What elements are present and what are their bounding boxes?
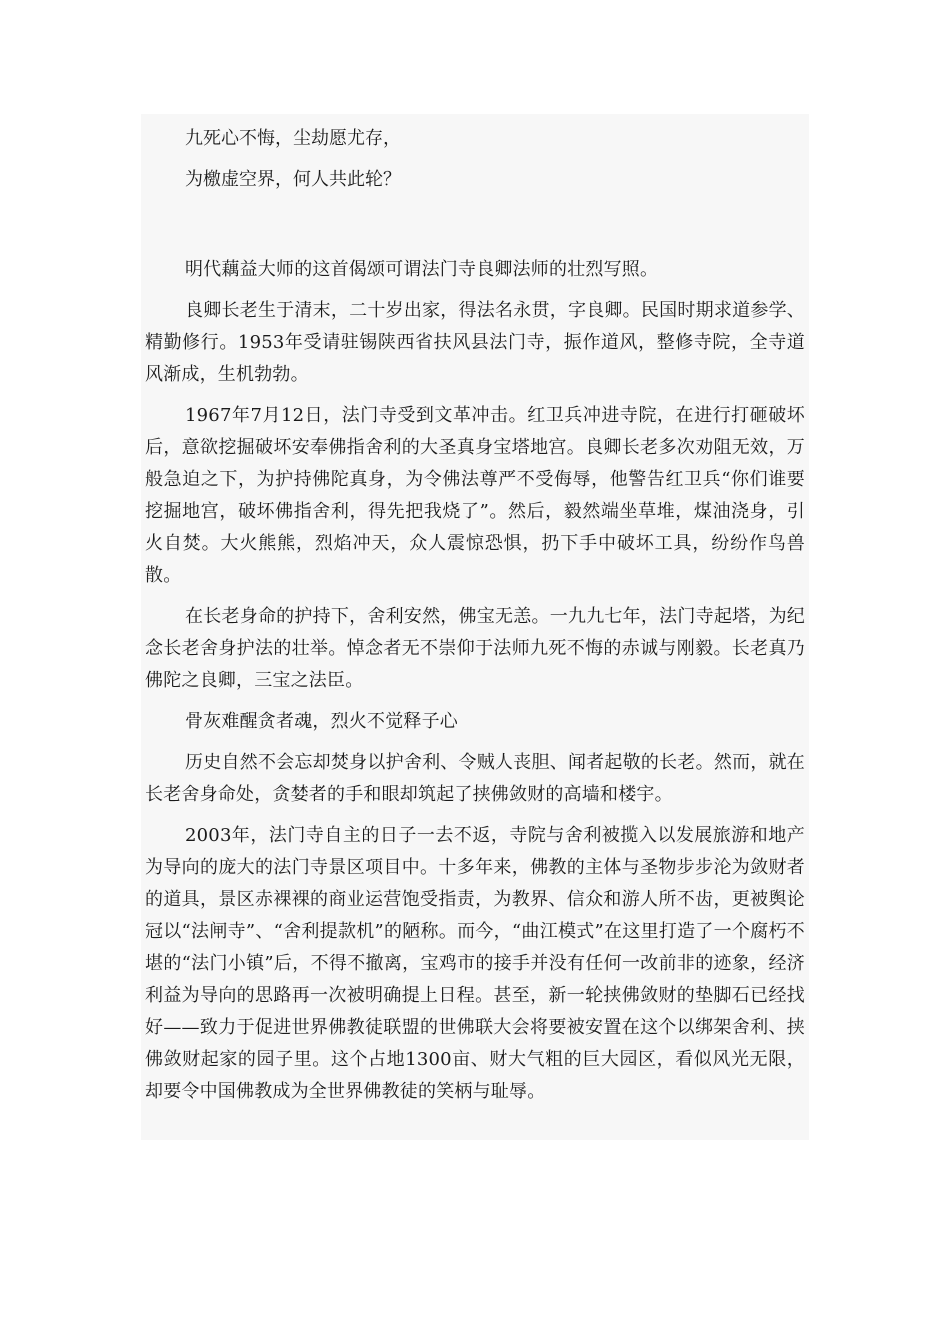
paragraph-history: 历史自然不会忘却焚身以护舍利、令贼人丧胆、闻者起敬的长老。然而，就在长老舍身命处，贪婪者的手和眼却筑起了挟佛敛财的高墙和楼宇。 (145, 752, 805, 805)
article-text-block (141, 114, 809, 1140)
paragraph-1967-event: 1967年7月12日，法门寺受到文革冲击。红卫兵冲进寺院，在进行打砸破坏后，意欲挖掘破坏安奉佛指舍利的大圣真身宝塔地宫。良卿长老多次劝阻无效，万般急迫之下，为护持佛陀真身，为令佛法尊严不受侮辱，他警告红卫兵“你们谁要挖掘地宫，破坏佛指舍利，得先把我烧了”。然后，毅然端坐草堆，煤油浇身，引火自焚。大火熊熊，烈焰冲天，众人震惊恐惧，扔下手中破坏工具，纷纷作鸟兽散。 (145, 405, 805, 586)
poem-line-1: 九死心不悔，尘劫愿尤存， (185, 128, 401, 149)
poem-line-2: 为檄虚空界，何人共此轮？ (185, 169, 401, 190)
section-heading: 骨灰难醒贪者魂，烈火不觉释子心 (185, 711, 458, 732)
paragraph-biography: 良卿长老生于清末，二十岁出家，得法名永贯，字良卿。民国时期求道参学、精勤修行。1953年受请驻锡陕西省扶风县法门寺，振作道风，整修寺院，全寺道风渐成，生机勃勃。 (145, 300, 805, 385)
paragraph-2003: 2003年，法门寺自主的日子一去不返，寺院与舍利被揽入以发展旅游和地产为导向的庞大的法门寺景区项目中。十多年来，佛教的主体与圣物步步沦为敛财者的道具，景区赤裸裸的商业运营饱受指责，为教界、信众和游人所不齿，更被舆论冠以“法闸寺”、“舍利提款机”的陋称。而今，“曲江模式”在这里打造了一个腐朽不堪的“法门小镇”后，不得不撤离，宝鸡市的接手并没有任何一改前非的迹象，经济利益为导向的思路再一次被明确提上日程。甚至，新一轮挟佛敛财的垫脚石已经找好——致力于促进世界佛教徒联盟的世佛联大会将要被安置在这个以绑架舍利、挟佛敛财起家的园子里。这个占地1300亩、财大气粗的巨大园区，看似风光无限，却要令中国佛教成为全世界佛教徒的笑柄与耻辱。 (145, 825, 805, 1102)
paragraph-intro: 明代藕益大师的这首偈颂可谓法门寺良卿法师的壮烈写照。 (185, 259, 659, 280)
paragraph-relic-preserved: 在长老身命的护持下，舍利安然，佛宝无恙。一九九七年，法门寺起塔，为纪念长老舍身护法的壮举。悼念者无不崇仰于法师九死不悔的赤诚与刚毅。长老真乃佛陀之良卿，三宝之法臣。 (145, 606, 805, 691)
